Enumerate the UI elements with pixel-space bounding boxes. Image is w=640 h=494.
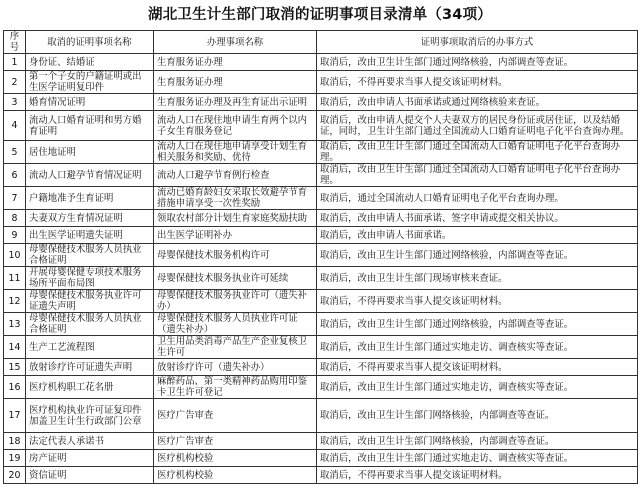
cell-cancelled: 户籍地准予生育证明: [26, 187, 154, 210]
table-row: [4, 164, 638, 187]
cell-after: 取消后，改由卫生计生部门网络核验，内部调查等查证。: [317, 433, 638, 450]
table-row: [4, 376, 638, 399]
cell-handler: 流动人口避孕节育例行检查: [154, 164, 317, 187]
cell-after: 取消后，不得再要求当事人提交该证明材料。: [317, 359, 638, 376]
cell-cancelled: 第一个子女的户籍证明或出生医学证明复印件: [26, 71, 154, 94]
cell-no: 2: [4, 71, 26, 94]
table-row: [4, 227, 638, 244]
cell-no: 8: [4, 210, 26, 227]
cell-handler: 麻醉药品、第一类精神药品购用印鉴卡卫生许可登记: [154, 376, 317, 399]
table-row: [4, 267, 638, 290]
cell-handler: 生育服务证办理: [154, 54, 317, 71]
certificate-table: [3, 30, 638, 484]
cell-no: 18: [4, 433, 26, 450]
cell-no: 3: [4, 94, 26, 111]
table-row: [4, 71, 638, 94]
cell-after: 取消后，改由申请人书面承诺、签字申请或提交相关协议。: [317, 210, 638, 227]
table-row: [4, 290, 638, 313]
cell-handler: 卫生用品类消毒产品生产企业复核卫生许可: [154, 336, 317, 359]
cell-after: 取消后，通过全国流动人口婚育证明电子化平台查询办理。: [317, 187, 638, 210]
table-row: [4, 210, 638, 227]
cell-no: 13: [4, 313, 26, 336]
header-handler: 办理事项名称: [154, 31, 317, 54]
cell-after: 取消后，改由申请人提交个人夫妻双方的居民身份证或居住证，以及结婚证，同时，卫生计生部门通过全国流动人口婚育证明电子化平台查询办理。: [317, 111, 638, 141]
cell-after: 取消后，不得再要求当事人提交该证明材料。: [317, 467, 638, 484]
cell-cancelled: 母婴保健技术服务人员执业合格证明: [26, 313, 154, 336]
cell-no: 19: [4, 450, 26, 467]
cell-handler: 医疗广告审查: [154, 433, 317, 450]
cell-no: 11: [4, 267, 26, 290]
cell-handler: 生育服务证办理及再生育证出示证明: [154, 94, 317, 111]
cell-handler: 母婴保健技术服务执业许可延续: [154, 267, 317, 290]
table-row: [4, 399, 638, 433]
cell-cancelled: 婚育情况证明: [26, 94, 154, 111]
cell-after: 取消后，改由卫生计生部门通过实地走访、调查核实等查证。: [317, 450, 638, 467]
table-row: [4, 141, 638, 164]
table-row: [4, 94, 638, 111]
cell-handler: 母婴保健技术服务人员执业许可证（遗失补办）: [154, 313, 317, 336]
cell-cancelled: 医疗机构职工花名册: [26, 376, 154, 399]
cell-no: 9: [4, 227, 26, 244]
cell-handler: 流动人口在现住地申请生育两个以内子女生育服务登记: [154, 111, 317, 141]
header-after: 证明事项取消后的办事方式: [317, 31, 638, 54]
cell-no: 5: [4, 141, 26, 164]
cell-cancelled: 居住地证明: [26, 141, 154, 164]
cell-cancelled: 资信证明: [26, 467, 154, 484]
cell-cancelled: 出生医学证明遗失证明: [26, 227, 154, 244]
cell-no: 14: [4, 336, 26, 359]
cell-after: 取消后，改由卫生计生部门通过实地走访、调查核实等查证。: [317, 336, 638, 359]
header-cancelled: 取消的证明事项名称: [26, 31, 154, 54]
cell-cancelled: 法定代表人承诺书: [26, 433, 154, 450]
cell-after: 取消后，改由卫生计生部门通过网络核验，内部调查等查证。: [317, 54, 638, 71]
page-title: 湖北卫生计生部门取消的证明事项目录清单（34项）: [148, 7, 492, 23]
cell-handler: 领取农村部分计划生育家庭奖励扶助: [154, 210, 317, 227]
cell-no: 4: [4, 111, 26, 141]
cell-cancelled: 房产证明: [26, 450, 154, 467]
cell-cancelled: 医疗机构执业许可证复印件加盖卫生计生行政部门公章: [26, 399, 154, 433]
cell-handler: 医疗广告审查: [154, 399, 317, 433]
cell-after: 取消后，不得再要求当事人提交该证明材料。: [317, 71, 638, 94]
cell-after: 取消后，改由卫生计生部门现场审核来查证。: [317, 267, 638, 290]
cell-handler: 母婴保健技术服务执业许可（遗失补办）: [154, 290, 317, 313]
table-row: [4, 433, 638, 450]
cell-handler: 流动已婚育龄妇女采取长效避孕节育措施申请享受一次性奖励: [154, 187, 317, 210]
cell-no: 17: [4, 399, 26, 433]
cell-cancelled: 流动人口避孕节育情况证明: [26, 164, 154, 187]
cell-handler: 流动人口在现住地申请享受计划生育相关服务和奖励、优待: [154, 141, 317, 164]
cell-handler: 生育服务证办理: [154, 71, 317, 94]
table-row: [4, 359, 638, 376]
cell-handler: 出生医学证明补办: [154, 227, 317, 244]
cell-no: 16: [4, 376, 26, 399]
cell-after: 取消后，改由卫生计生部门通过实地走访，调查核实等查证。: [317, 376, 638, 399]
cell-after: 取消后，改由申请人书面承诺。: [317, 227, 638, 244]
table-row: [4, 313, 638, 336]
cell-cancelled: 放射诊疗许可证遗失声明: [26, 359, 154, 376]
table-row: [4, 187, 638, 210]
cell-after: 取消后，不得再要求当事人提交该证明材料。: [317, 290, 638, 313]
table-row: [4, 111, 638, 141]
cell-no: 6: [4, 164, 26, 187]
cell-handler: 母婴保健技术服务机构许可: [154, 244, 317, 267]
cell-handler: 医疗机构校验: [154, 450, 317, 467]
cell-after: 取消后，改由卫生计生部门通过全国流动人口婚育证明电子化平台查询办理。: [317, 164, 638, 187]
table-row: [4, 336, 638, 359]
cell-after: 取消后，改由卫生计生部门通过全国流动人口婚育证明电子化平台查询办理。: [317, 141, 638, 164]
cell-cancelled: 身份证、结婚证: [26, 54, 154, 71]
cell-after: 取消后，改由卫生计生部门通过网络核验，内部调查等查证。: [317, 244, 638, 267]
cell-cancelled: 母婴保健技术服务人员执业合格证明: [26, 244, 154, 267]
cell-no: 10: [4, 244, 26, 267]
cell-cancelled: 母婴保健技术服务执业许可证遗失声明: [26, 290, 154, 313]
table-body: [4, 54, 638, 484]
cell-no: 1: [4, 54, 26, 71]
table-row: [4, 450, 638, 467]
table-row: [4, 467, 638, 484]
table-row: [4, 244, 638, 267]
header-no: 序号: [4, 31, 26, 54]
cell-no: 7: [4, 187, 26, 210]
cell-handler: 医疗机构校验: [154, 467, 317, 484]
cell-no: 15: [4, 359, 26, 376]
cell-cancelled: 开展母婴保健专项技术服务场所平面布局图: [26, 267, 154, 290]
cell-no: 20: [4, 467, 26, 484]
cell-after: 取消后，改由卫生计生部门网络核验，内部调查等查证。: [317, 399, 638, 433]
table-header-row: [4, 31, 638, 54]
cell-after: 取消后，改由申请人书面承诺或通过网络核验来查证。: [317, 94, 638, 111]
cell-cancelled: 生产工艺流程图: [26, 336, 154, 359]
cell-after: 取消后，改由卫生计生部门通过网络核验，内部调查等查证。: [317, 313, 638, 336]
cell-no: 12: [4, 290, 26, 313]
table-row: [4, 54, 638, 71]
cell-cancelled: 流动人口婚育证明和男方婚育证明: [26, 111, 154, 141]
cell-cancelled: 夫妻双方生育情况证明: [26, 210, 154, 227]
cell-handler: 放射诊疗许可（遗失补办）: [154, 359, 317, 376]
